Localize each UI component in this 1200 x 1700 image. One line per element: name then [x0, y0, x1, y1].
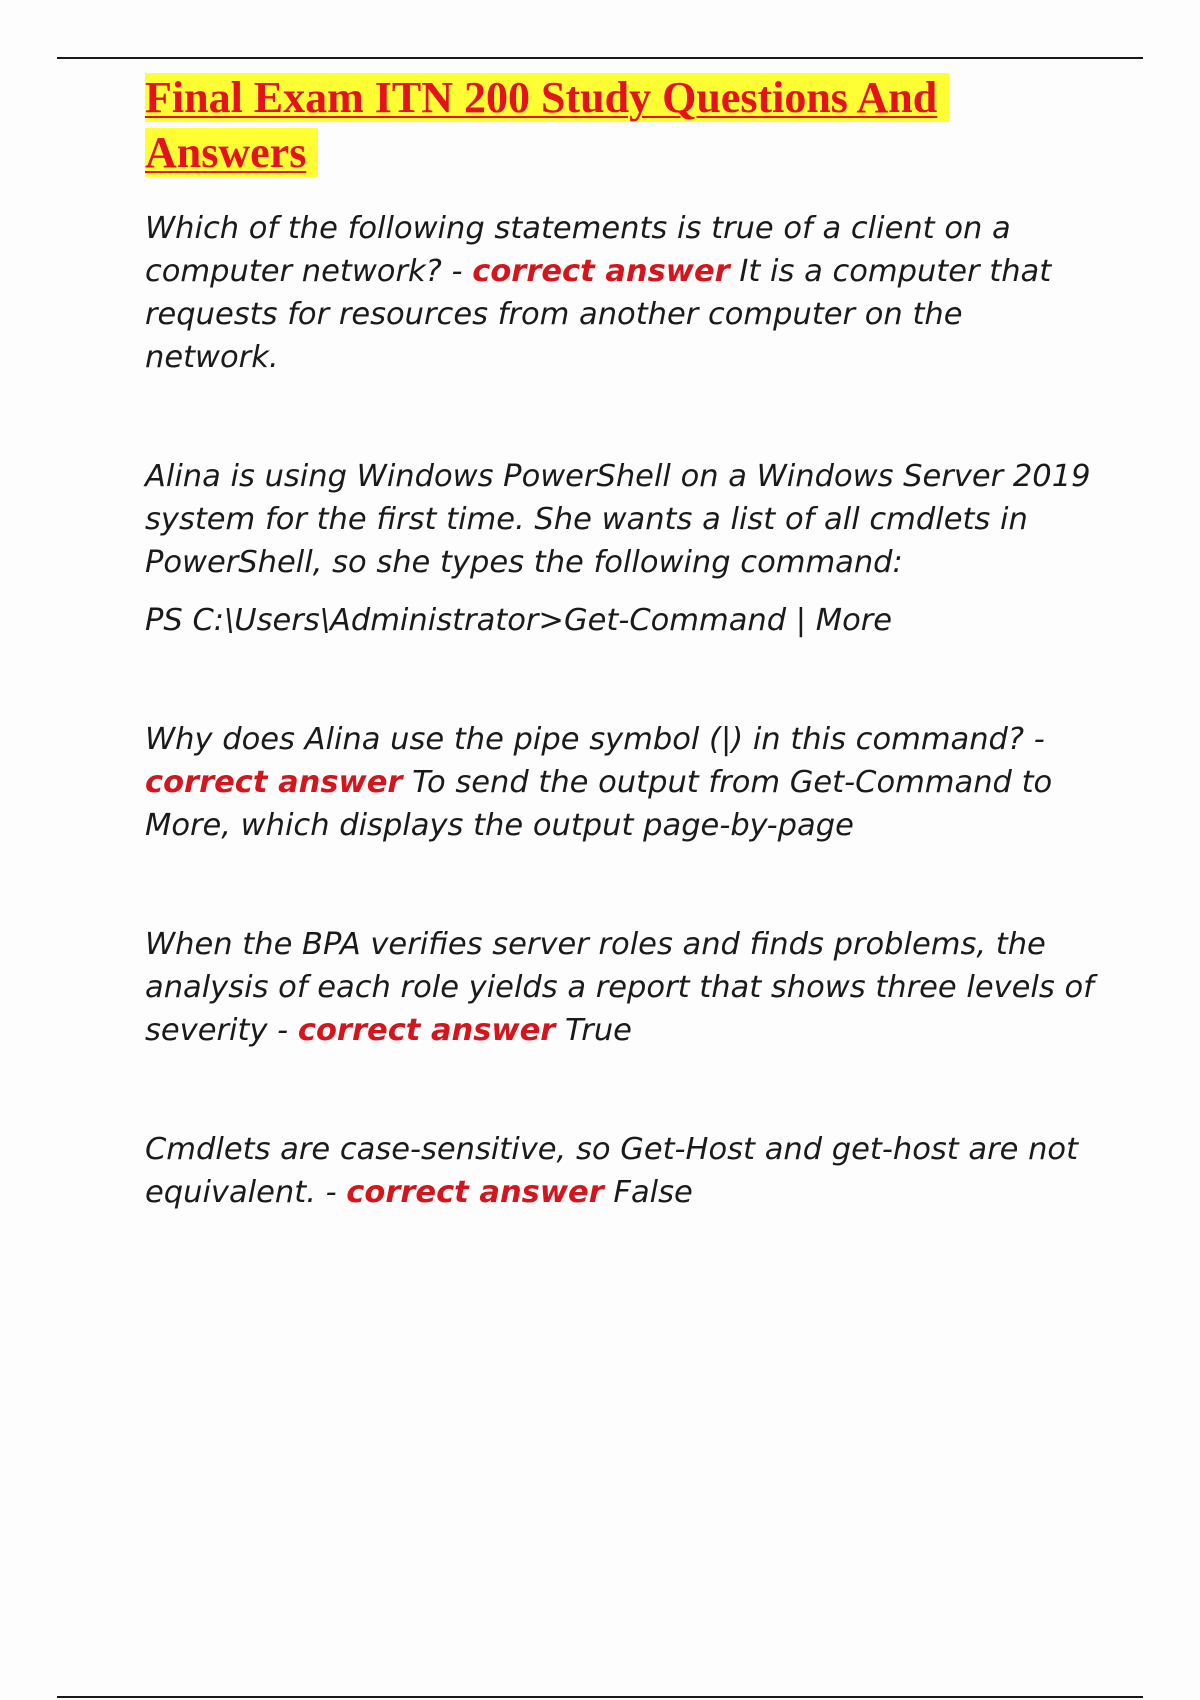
answer-text: False [603, 1175, 693, 1210]
bottom-rule [57, 1696, 1143, 1698]
answer-text: It is a computer that requests for resources from another computer on the network. [145, 254, 1052, 375]
qa-item-1 [145, 207, 1105, 379]
document-title [145, 70, 1045, 180]
qa-item-5 [145, 1128, 1105, 1214]
command-text: PS C:\Users\Administrator>Get-Command | More [145, 603, 893, 638]
question-text: Why does Alina use the pipe symbol (|) in this command? - [145, 722, 1045, 757]
qa-item-3 [145, 718, 1105, 847]
qa-item-4 [145, 923, 1105, 1052]
correct-answer-label: correct answer [297, 1013, 556, 1048]
command-line [145, 599, 1095, 642]
document-title-text: Final Exam ITN 200 Study Questions And Answers [145, 73, 949, 177]
answer-text: True [555, 1013, 632, 1048]
question-text: Alina is using Windows PowerShell on a Windows Server 2019 system for the first time. She wants a list of all cmdlets in PowerShell, so she types the following command: [145, 459, 1091, 580]
question-text: Which of the following statements is true of a client on a computer network? - [145, 211, 1011, 289]
top-rule [57, 57, 1143, 59]
correct-answer-label: correct answer [145, 765, 403, 800]
correct-answer-label: correct answer [472, 254, 730, 289]
document-body [145, 70, 1095, 1214]
question-text: When the BPA verifies server roles and finds problems, the analysis of each role yields a report that shows three levels of severity - [145, 927, 1094, 1048]
question-text: Cmdlets are case-sensitive, so Get-Host and get-host are not equivalent. - [145, 1132, 1079, 1210]
correct-answer-label: correct answer [346, 1175, 604, 1210]
qa-item-2 [145, 455, 1105, 584]
answer-text: To send the output from Get-Command to More, which displays the output page-by-page [145, 765, 1053, 843]
